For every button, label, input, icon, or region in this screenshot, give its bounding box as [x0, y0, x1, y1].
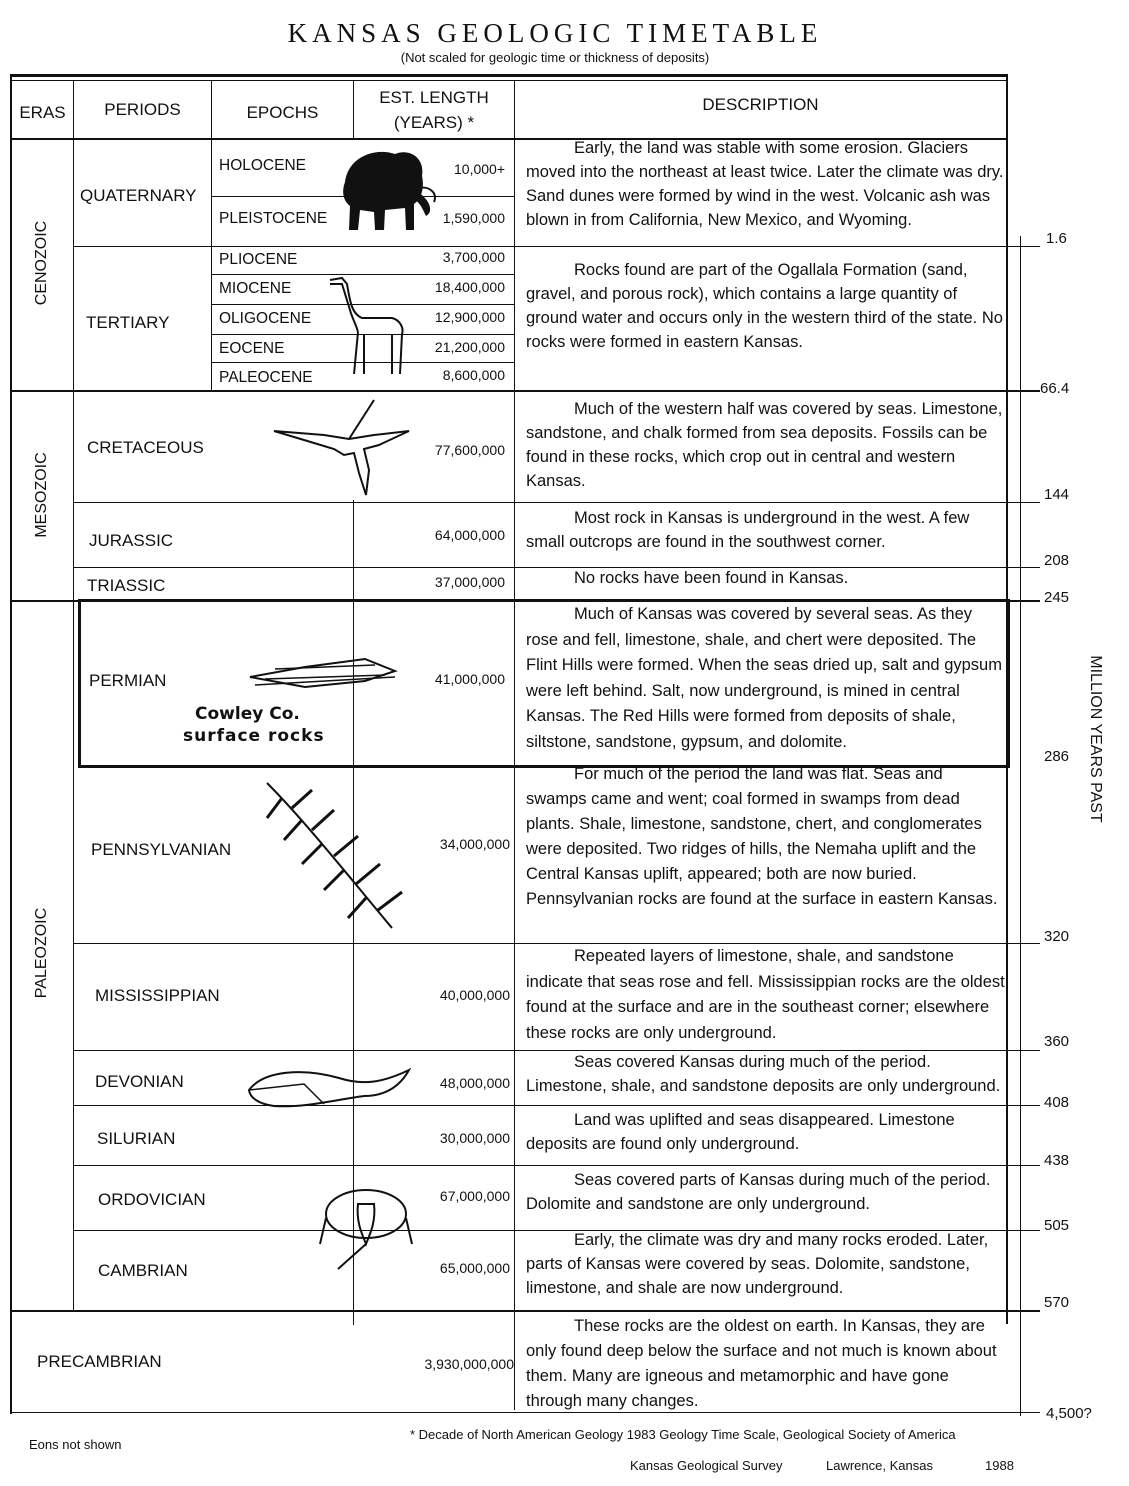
footer-year: 1988	[985, 1458, 1014, 1473]
mya-286: 286	[1044, 748, 1070, 765]
mya-144: 144	[1044, 486, 1070, 503]
length-holocene: 10,000+	[454, 161, 505, 177]
footer-footnote: * Decade of North American Geology 1983 Geology Time Scale, Geological Society of America	[410, 1427, 956, 1442]
description-precambrian: These rocks are the oldest on earth. In Kansas, they are only found deep below the surface and not much is known about them. Many are igneous and metamorphic and have gone through many changes.	[526, 1317, 997, 1410]
mya-axis-line	[1020, 236, 1021, 1416]
description-pennsylvanian: For much of the period the land was flat. Seas and swamps came and went; coal formed in swamps from dead plants. Shale, limestone, sandstone, chert, and conglomerates were deposited. Two ridges of hills, the Nemaha uplift and the Central Kansas uplift, appeared; both are now buried. Pennsylvanian rocks are found at the surface in eastern Kansas.	[526, 765, 998, 908]
period-jurassic: JURASSIC	[89, 531, 174, 550]
period-devonian: DEVONIAN	[95, 1072, 184, 1091]
header-eras: ERAS	[19, 103, 66, 122]
description-devonian: Seas covered Kansas during much of the period. Limestone, shale, and sandstone deposits are only underground.	[526, 1053, 1001, 1095]
length-silurian: 30,000,000	[439, 1130, 510, 1146]
epoch-miocene: MIOCENE	[219, 280, 292, 297]
mya-570: 570	[1044, 1294, 1070, 1311]
description-ordovician: Seas covered parts of Kansas during much of the period. Dolomite and sandstone are only underground.	[526, 1171, 991, 1213]
length-eocene: 21,200,000	[434, 339, 505, 355]
description-cretaceous: Much of the western half was covered by seas. Limestone, sandstone, and chalk formed from sea deposits. Fossils can be found in these rocks, which crop out in central and western Kansas.	[526, 400, 1003, 490]
row-line-devonian-silurian	[73, 1105, 1040, 1106]
fern-illustration	[262, 778, 417, 933]
header-epochs: EPOCHS	[246, 103, 319, 122]
length-pleistocene: 1,590,000	[442, 210, 505, 226]
length-cambrian: 65,000,000	[439, 1260, 510, 1276]
period-mississippian: MISSISSIPPIAN	[95, 986, 220, 1005]
permian-fossil-illustration	[245, 645, 405, 695]
description-triassic: No rocks have been found in Kansas.	[574, 569, 849, 587]
length-jurassic: 64,000,000	[434, 527, 505, 543]
eras-column-line	[73, 80, 74, 1312]
length-miocene: 18,400,000	[434, 279, 505, 295]
era-paleozoic: PALEOZOIC	[33, 907, 50, 999]
period-cambrian: CAMBRIAN	[98, 1261, 188, 1280]
mya-66-4: 66.4	[1040, 380, 1070, 397]
top-border-thin	[10, 80, 1008, 81]
row-line-paleozoic-precambrian	[10, 1310, 1040, 1312]
period-cretaceous: CRETACEOUS	[87, 438, 204, 457]
length-triassic: 37,000,000	[434, 574, 505, 590]
period-precambrian: PRECAMBRIAN	[37, 1352, 162, 1371]
mya-axis-label: MILLION YEARS PAST	[1087, 655, 1104, 823]
mya-1-6: 1.6	[1046, 230, 1067, 247]
header-length-1: EST. LENGTH	[379, 88, 489, 107]
description-cambrian: Early, the climate was dry and many rocks eroded. Later, parts of Kansas were covered by seas. Dolomite, sandstone, limestone, and shale are now underground.	[526, 1231, 989, 1297]
mya-505: 505	[1044, 1217, 1070, 1234]
description-silurian: Land was uplifted and seas disappeared. Limestone deposits are found only underground.	[526, 1111, 955, 1153]
epoch-holocene: HOLOCENE	[219, 157, 306, 174]
period-quaternary: QUATERNARY	[80, 186, 197, 205]
era-cenozoic: CENOZOIC	[33, 220, 50, 306]
mya-408: 408	[1044, 1094, 1070, 1111]
period-ordovician: ORDOVICIAN	[98, 1190, 206, 1209]
length-devonian: 48,000,000	[439, 1075, 510, 1091]
permian-label-line2: surface rocks	[183, 726, 325, 746]
length-paleocene: 8,600,000	[442, 367, 505, 383]
pterosaur-illustration	[274, 395, 424, 505]
era-mesozoic: MESOZOIC	[33, 452, 50, 538]
header-description: DESCRIPTION	[702, 95, 819, 114]
length-cretaceous: 77,600,000	[434, 442, 505, 458]
length-permian: 41,000,000	[434, 671, 505, 687]
mya-438: 438	[1044, 1152, 1070, 1169]
row-line-cenozoic-mesozoic	[10, 390, 1040, 392]
permian-label-line1: Cowley Co.	[195, 704, 300, 724]
header-periods: PERIODS	[104, 100, 181, 119]
description-tertiary: Rocks found are part of the Ogallala Formation (sand, gravel, and porous rock), which contains a large quantity of ground water and occurs only in the western third of the state. No rocks were formed in eastern Kansas.	[526, 261, 1003, 351]
description-mississippian: Repeated layers of limestone, shale, and sandstone indicate that seas rose and fell. Mississippian rocks are the oldest found at the surface and are in the southeast corner; elsewhere these rocks are only underground.	[526, 947, 1005, 1042]
row-line-cretaceous-jurassic	[73, 502, 1040, 503]
row-line-quaternary-tertiary	[73, 246, 1040, 247]
trilobite-illustration	[318, 1184, 413, 1272]
length-pliocene: 3,700,000	[442, 249, 505, 265]
period-pennsylvanian: PENNSYLVANIAN	[91, 840, 232, 859]
page-subtitle: (Not scaled for geologic time or thickness of deposits)	[400, 50, 710, 65]
mya-208: 208	[1044, 552, 1070, 569]
mya-245: 245	[1044, 589, 1070, 606]
period-permian: PERMIAN	[89, 671, 167, 690]
epoch-oligocene: OLIGOCENE	[219, 310, 312, 327]
footer-place: Lawrence, Kansas	[826, 1458, 933, 1473]
length-mississippian: 40,000,000	[439, 987, 510, 1003]
length-precambrian: 3,930,000,000	[424, 1356, 514, 1372]
footer-survey: Kansas Geological Survey	[630, 1458, 783, 1473]
epochs-column-line	[211, 138, 212, 390]
fish-illustration	[244, 1060, 414, 1115]
description-permian: Much of Kansas was covered by several seas. As they rose and fell, limestone, shale, and chert were deposited. The Flint Hills were formed. When the seas dried up, salt and gypsum were left behind. Salt, now underground, is mined in central Kansas. The Red Hills were formed from deposits of shale, siltstone, sandstone, gypsum, and dolomite.	[526, 605, 1002, 751]
length-pennsylvanian: 34,000,000	[439, 836, 510, 852]
length-ordovician: 67,000,000	[439, 1188, 510, 1204]
period-triassic: TRIASSIC	[87, 576, 166, 595]
epoch-eocene: EOCENE	[219, 340, 285, 357]
header-length-2: (YEARS) *	[393, 113, 475, 132]
mya-4500: 4,500?	[1046, 1405, 1092, 1422]
footer-eons-not-shown: Eons not shown	[29, 1437, 122, 1452]
description-jurassic: Most rock in Kansas is underground in the west. A few small outcrops are found in the southwest corner.	[526, 509, 970, 551]
epoch-pliocene: PLIOCENE	[219, 251, 298, 268]
period-tertiary: TERTIARY	[86, 313, 170, 332]
camel-illustration	[312, 262, 412, 382]
mya-320: 320	[1044, 928, 1070, 945]
row-line-silurian-ordovician	[73, 1165, 1040, 1166]
top-border-thick	[10, 74, 1008, 77]
length-oligocene: 12,900,000	[434, 309, 505, 325]
epoch-paleocene: PALEOCENE	[219, 369, 313, 386]
page-title: KANSAS GEOLOGIC TIMETABLE	[287, 18, 823, 48]
description-quaternary: Early, the land was stable with some erosion. Glaciers moved into the northeast at least twice. Later the climate was dry. Sand dunes were formed by wind in the west. Volcanic ash was blown in from California, New Mexico, and Wyoming.	[526, 139, 1004, 229]
epoch-pleistocene: PLEISTOCENE	[219, 210, 328, 227]
left-border	[10, 74, 12, 1414]
mammoth-illustration	[330, 142, 440, 237]
period-silurian: SILURIAN	[97, 1129, 176, 1148]
mya-360: 360	[1044, 1033, 1070, 1050]
